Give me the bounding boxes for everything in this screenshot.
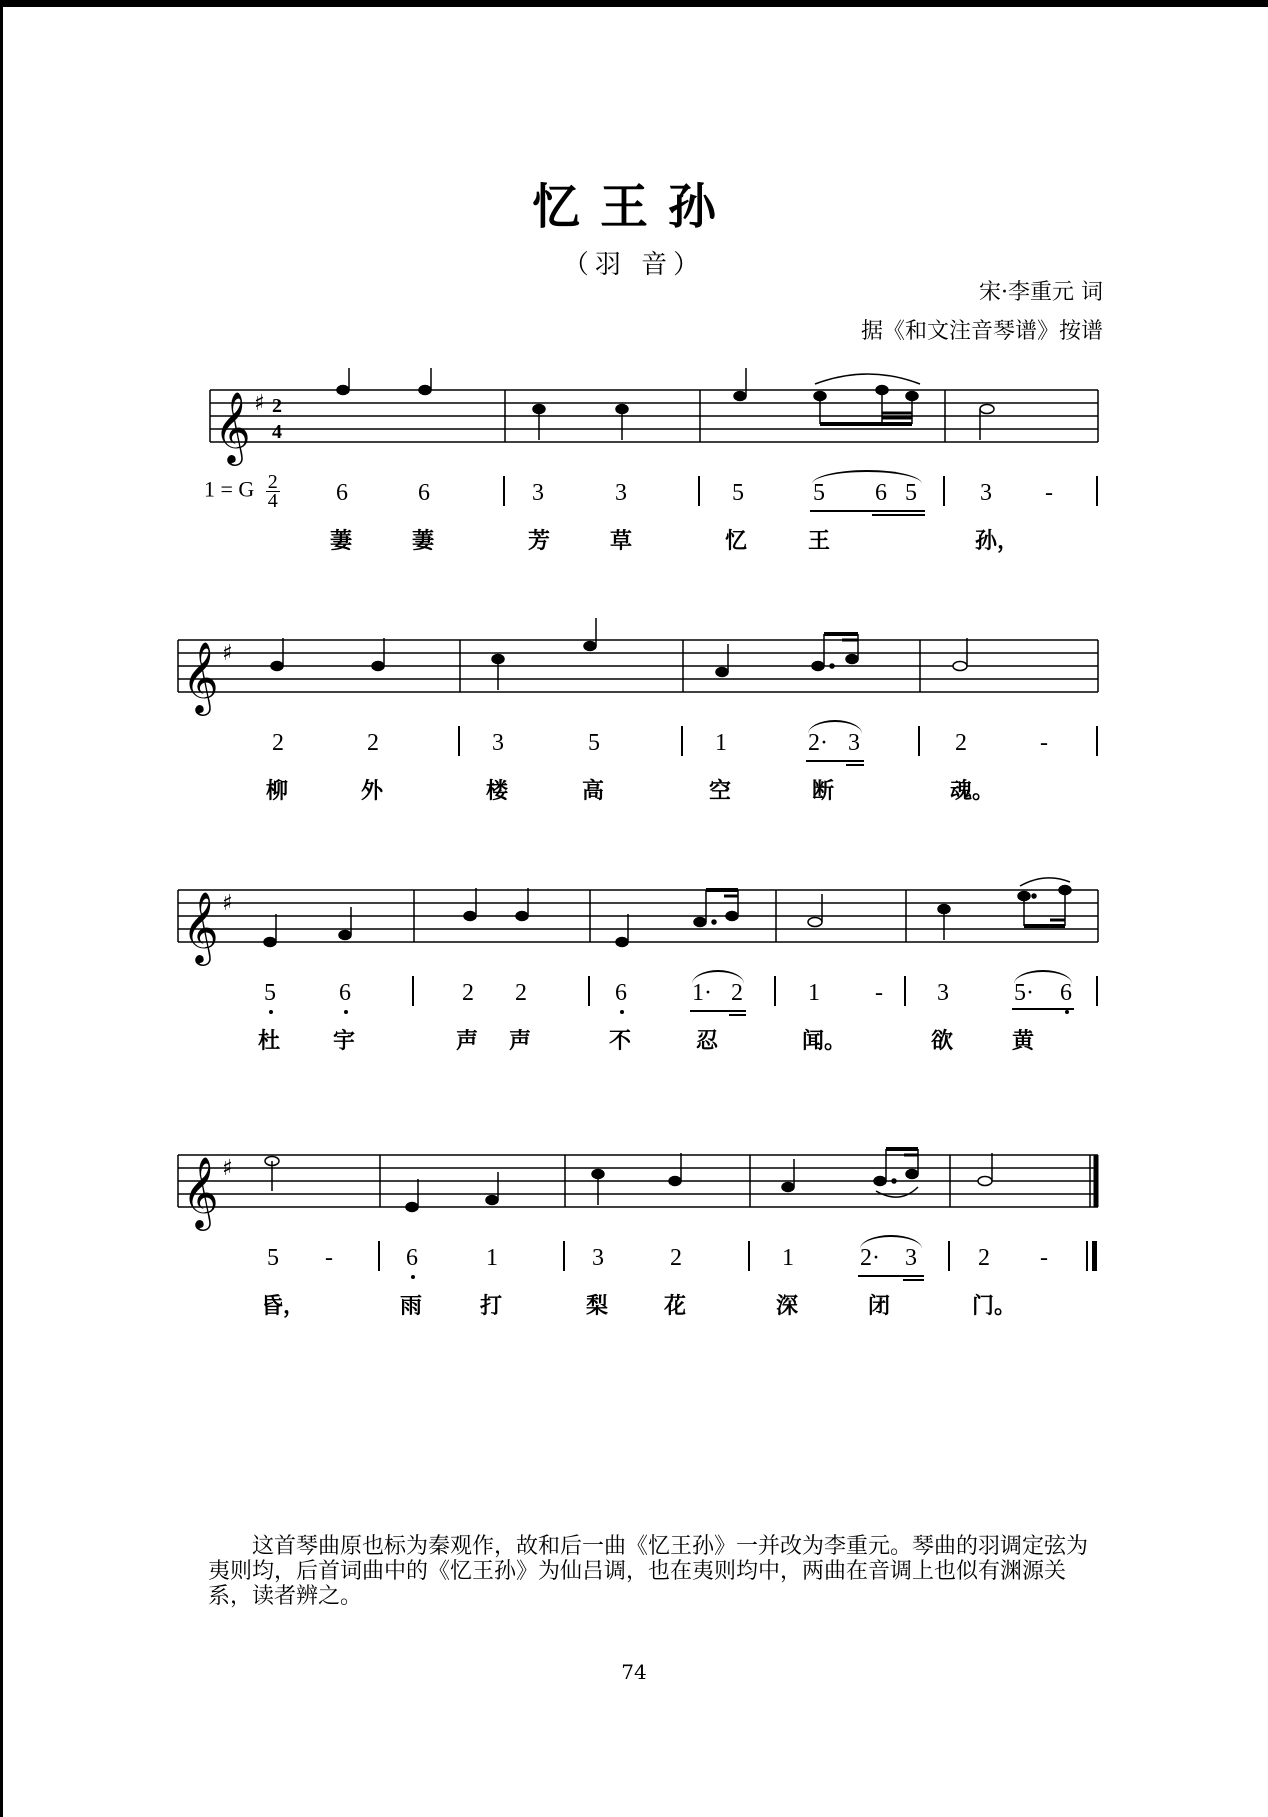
jianpu-barline	[1096, 476, 1098, 506]
score-system-3	[0, 868, 1268, 1098]
lyric-char: 孙，	[975, 528, 1020, 554]
jianpu-note: 1	[782, 1245, 794, 1271]
jianpu-barline	[904, 976, 906, 1006]
lyric-char: 声	[509, 1028, 532, 1054]
jianpu-dash: -	[1045, 480, 1053, 506]
jianpu-barline	[698, 476, 700, 506]
underline	[1012, 1008, 1074, 1010]
underline	[806, 760, 864, 762]
jianpu-barline	[943, 476, 945, 506]
staff-1	[0, 368, 1268, 468]
jianpu-barline	[563, 1241, 565, 1271]
underline	[729, 1014, 746, 1016]
underline	[846, 764, 864, 766]
jianpu-note: 2	[955, 730, 967, 756]
lyric-char: 萋	[330, 528, 353, 554]
jianpu-line-1	[0, 480, 1268, 520]
jianpu-dash: -	[875, 980, 883, 1006]
lyrics-line-2	[0, 774, 1268, 804]
jianpu-note: 3	[937, 980, 949, 1006]
jianpu-note: 2·	[860, 1245, 880, 1271]
underline	[810, 510, 925, 512]
lyric-char: 深	[776, 1293, 799, 1319]
jianpu-dash: -	[1040, 730, 1048, 756]
time-numerator: 2	[267, 471, 278, 493]
jianpu-note: 2	[978, 1245, 990, 1271]
lyric-char: 打	[480, 1293, 503, 1319]
treble-clef-icon: 𝄞	[182, 1155, 219, 1228]
jianpu-note: 2	[272, 730, 284, 756]
jianpu-note: 5	[732, 480, 744, 506]
jianpu-note: 3	[615, 480, 627, 506]
svg-text:2: 2	[272, 395, 282, 417]
lyric-char: 昏，	[261, 1293, 306, 1319]
lyric-char: 外	[361, 778, 384, 804]
lyric-char: 忍	[696, 1028, 719, 1054]
jianpu-barline	[948, 1241, 950, 1271]
staff-3	[0, 868, 1268, 968]
slur	[860, 1235, 922, 1249]
jianpu-line-2	[0, 730, 1268, 770]
jianpu-note: 6	[418, 480, 430, 506]
jianpu-note: 1	[715, 730, 727, 756]
slur	[812, 470, 922, 484]
jianpu-barline	[588, 976, 590, 1006]
jianpu-note: 5	[813, 480, 825, 506]
staff-4	[0, 1133, 1268, 1233]
low-octave-dot	[411, 1275, 415, 1279]
lyric-char: 门。	[972, 1293, 1017, 1319]
lyric-char: 高	[582, 778, 605, 804]
commentary-paragraph: 这首琴曲原也标为秦观作，故和后一曲《忆王孙》一并改为李重元。琴曲的羽调定弦为夷则均，后首词曲中的《忆王孙》为仙吕调，也在夷则均中，两曲在音调上也似有渊源关系，读者辨之。	[208, 1534, 1089, 1609]
jianpu-note: 6	[875, 480, 887, 506]
jianpu-note: 3	[492, 730, 504, 756]
slur	[692, 970, 744, 984]
lyric-char: 王	[808, 528, 831, 554]
lyrics-line-3	[0, 1024, 1268, 1054]
lyricist-credit: 宋·李重元 词	[979, 280, 1103, 305]
jianpu-dash: -	[325, 1245, 333, 1271]
lyric-char: 忆	[725, 528, 748, 554]
jianpu-dash: -	[1040, 1245, 1048, 1271]
underline	[903, 1279, 924, 1281]
jianpu-barline	[748, 1241, 750, 1271]
slur	[1014, 970, 1072, 984]
jianpu-note: 6	[615, 980, 627, 1006]
jianpu-barline	[458, 726, 460, 756]
song-title: 忆王孙	[531, 179, 736, 235]
underline	[858, 1275, 924, 1277]
jianpu-note: 2	[367, 730, 379, 756]
jianpu-note: 3	[980, 480, 992, 506]
svg-text:4: 4	[272, 421, 282, 443]
jianpu-note: 5	[588, 730, 600, 756]
sharp-icon: ♯	[254, 391, 265, 416]
jianpu-note: 3	[532, 480, 544, 506]
sharp-icon: ♯	[222, 891, 233, 916]
lyrics-line-1	[0, 524, 1268, 554]
low-octave-dot	[269, 1010, 273, 1014]
sharp-icon: ♯	[222, 1156, 233, 1181]
jianpu-note: 3	[905, 1245, 917, 1271]
jianpu-final-barline	[1092, 1241, 1097, 1271]
jianpu-barline	[918, 726, 920, 756]
lyric-char: 宇	[333, 1028, 356, 1054]
jianpu-note: 2	[462, 980, 474, 1006]
score-system-2	[0, 618, 1268, 848]
jianpu-note: 2	[731, 980, 743, 1006]
lyric-char: 不	[609, 1028, 632, 1054]
lyric-char: 空	[709, 778, 732, 804]
lyric-char: 雨	[400, 1293, 423, 1319]
lyric-char: 柳	[266, 778, 289, 804]
treble-clef-icon: 𝄞	[214, 390, 251, 463]
jianpu-note: 5	[905, 480, 917, 506]
jianpu-note: 3	[848, 730, 860, 756]
lyric-char: 闻。	[802, 1028, 847, 1054]
jianpu-barline	[503, 476, 505, 506]
time-denominator: 4	[267, 490, 278, 512]
low-octave-dot	[1065, 1010, 1069, 1014]
jianpu-barline	[412, 976, 414, 1006]
page-number: 74	[621, 1660, 647, 1684]
jianpu-note: 6	[406, 1245, 418, 1271]
jianpu-barline	[1096, 976, 1098, 1006]
jianpu-note: 5	[264, 980, 276, 1006]
staff-2	[0, 618, 1268, 718]
top-rule	[0, 0, 1268, 7]
jianpu-note: 2·	[808, 730, 828, 756]
lyrics-line-4	[0, 1289, 1268, 1319]
low-octave-dot	[344, 1010, 348, 1014]
jianpu-line-4	[0, 1245, 1268, 1285]
lyric-char: 黄	[1012, 1028, 1035, 1054]
sharp-icon: ♯	[222, 641, 233, 666]
jianpu-note: 1	[808, 980, 820, 1006]
lyric-char: 梨	[586, 1293, 609, 1319]
lyric-char: 闭	[868, 1293, 891, 1319]
key-label: 1 = G	[204, 476, 255, 502]
lyric-char: 萋	[412, 528, 435, 554]
jianpu-note: 5	[267, 1245, 279, 1271]
treble-clef-icon: 𝄞	[182, 640, 219, 713]
jianpu-note: 2	[515, 980, 527, 1006]
lyric-char: 楼	[486, 778, 509, 804]
jianpu-note: 1·	[692, 980, 712, 1006]
jianpu-note: 2	[670, 1245, 682, 1271]
source-credit: 据《和文注音琴谱》按谱	[860, 319, 1103, 344]
jianpu-note: 3	[592, 1245, 604, 1271]
jianpu-note: 5·	[1014, 980, 1034, 1006]
jianpu-barline	[1096, 726, 1098, 756]
underline	[690, 1010, 746, 1012]
lyric-char: 杜	[258, 1028, 281, 1054]
score-system-1	[0, 368, 1268, 598]
treble-clef-icon: 𝄞	[182, 890, 219, 963]
mode-subtitle: （羽 音）	[562, 250, 706, 280]
jianpu-barline	[1086, 1241, 1088, 1271]
lyric-char: 魂。	[950, 778, 995, 804]
jianpu-barline	[378, 1241, 380, 1271]
jianpu-line-3	[0, 980, 1268, 1020]
lyric-char: 断	[812, 778, 835, 804]
score-system-4	[0, 1133, 1268, 1363]
lyric-char: 欲	[931, 1028, 954, 1054]
lyric-char: 草	[610, 528, 633, 554]
underline	[872, 514, 925, 516]
lyric-char: 芳	[528, 528, 551, 554]
jianpu-note: 6	[1060, 980, 1072, 1006]
lyric-char: 声	[456, 1028, 479, 1054]
low-octave-dot	[620, 1010, 624, 1014]
jianpu-barline	[774, 976, 776, 1006]
jianpu-barline	[681, 726, 683, 756]
jianpu-note: 6	[339, 980, 351, 1006]
lyric-char: 花	[664, 1293, 687, 1319]
slur	[808, 720, 862, 734]
jianpu-note: 1	[486, 1245, 498, 1271]
jianpu-note: 6	[336, 480, 348, 506]
